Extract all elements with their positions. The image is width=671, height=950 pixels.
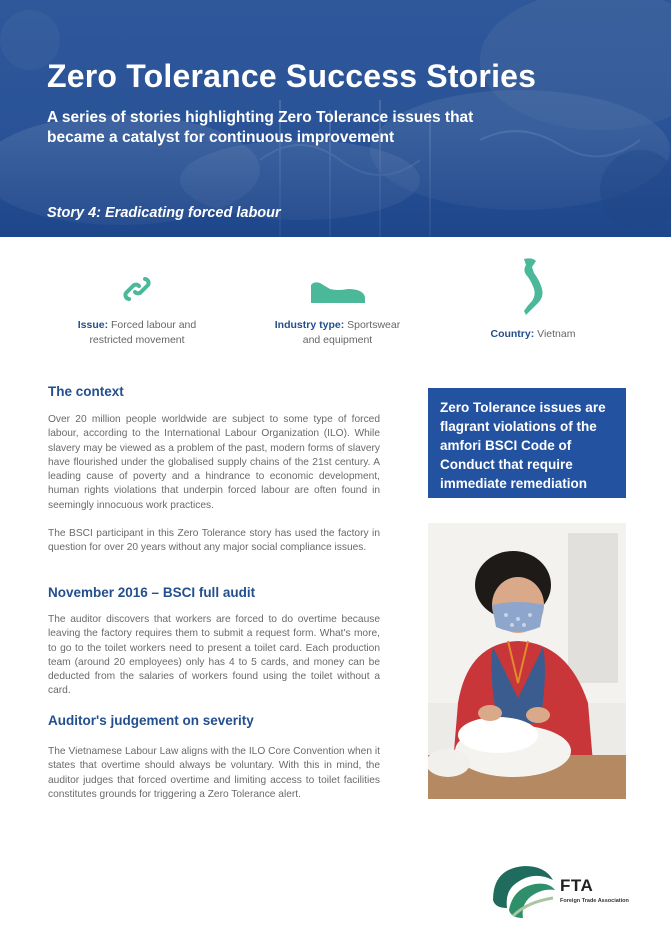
info-industry (270, 255, 405, 348)
section-heading-context: The context (48, 384, 124, 399)
issue-value: Forced labour and restricted movement (89, 319, 197, 346)
industry-label: Industry type: (274, 319, 345, 331)
broken-chain-icon (120, 272, 154, 306)
story-label: Story 4: Eradicating forced labour (47, 205, 281, 221)
header-banner (0, 0, 671, 237)
info-country (478, 255, 588, 342)
judgement-paragraph: The Vietnamese Labour Law aligns with the ILO Core Convention when it states that overtime should always be voluntary. With this in mind, the auditor judges that forced overtime and limiting access to toilet facilities constitutes grounds for triggering a Zero Tolerance alert. (48, 746, 380, 800)
page-title: Zero Tolerance Success Stories (47, 58, 537, 94)
section-heading-judgement: Auditor's judgement on severity (48, 713, 254, 728)
issue-label: Issue: (77, 319, 109, 331)
sneaker-icon (308, 275, 368, 305)
logo-subtitle: Foreign Trade Association (560, 898, 629, 904)
country-label: Country: (490, 328, 535, 340)
worker-photo (428, 523, 626, 799)
page-subtitle: A series of stories highlighting Zero Tolerance issues that became a catalyst for continuous improvement (47, 109, 474, 146)
callout-box: Zero Tolerance issues are flagrant violations of the amfori BSCI Code of Conduct that require immediate remediation (428, 388, 626, 498)
fta-logo (483, 860, 633, 922)
context-paragraph-2: The BSCI participant in this Zero Tolerance story has used the factory in question for over 20 years without any major social compliance issues. (48, 528, 380, 554)
vietnam-map-icon (518, 257, 548, 319)
context-paragraph-1: Over 20 million people worldwide are subject to some type of forced labour, according to the International Labour Organization (ILO). While slavery may be viewed as a problem of the past, modern forms of slavery have flourished under the globalised supply chains of the 21st century. A leading cause of poverty and a hindrance to economic development, human rights violations that underpin forced labour are often found in seemingly innocuous work practices. (48, 414, 380, 511)
section-heading-audit: November 2016 – BSCI full audit (48, 585, 256, 600)
info-issue (72, 255, 202, 348)
logo-name: FTA (560, 876, 594, 895)
industry-value: Sportswear and equipment (302, 319, 401, 346)
audit-paragraph: The auditor discovers that workers are forced to do overtime because leaving the factory requires them to submit a request form. What's more, to go to the toilet workers need to present a toilet card. Each production team (around 20 employees) only has 4 to 5 cards, and money can be deducted from the salaries of workers found using the toilet without a card. (48, 614, 380, 697)
country-value: Vietnam (537, 328, 576, 340)
